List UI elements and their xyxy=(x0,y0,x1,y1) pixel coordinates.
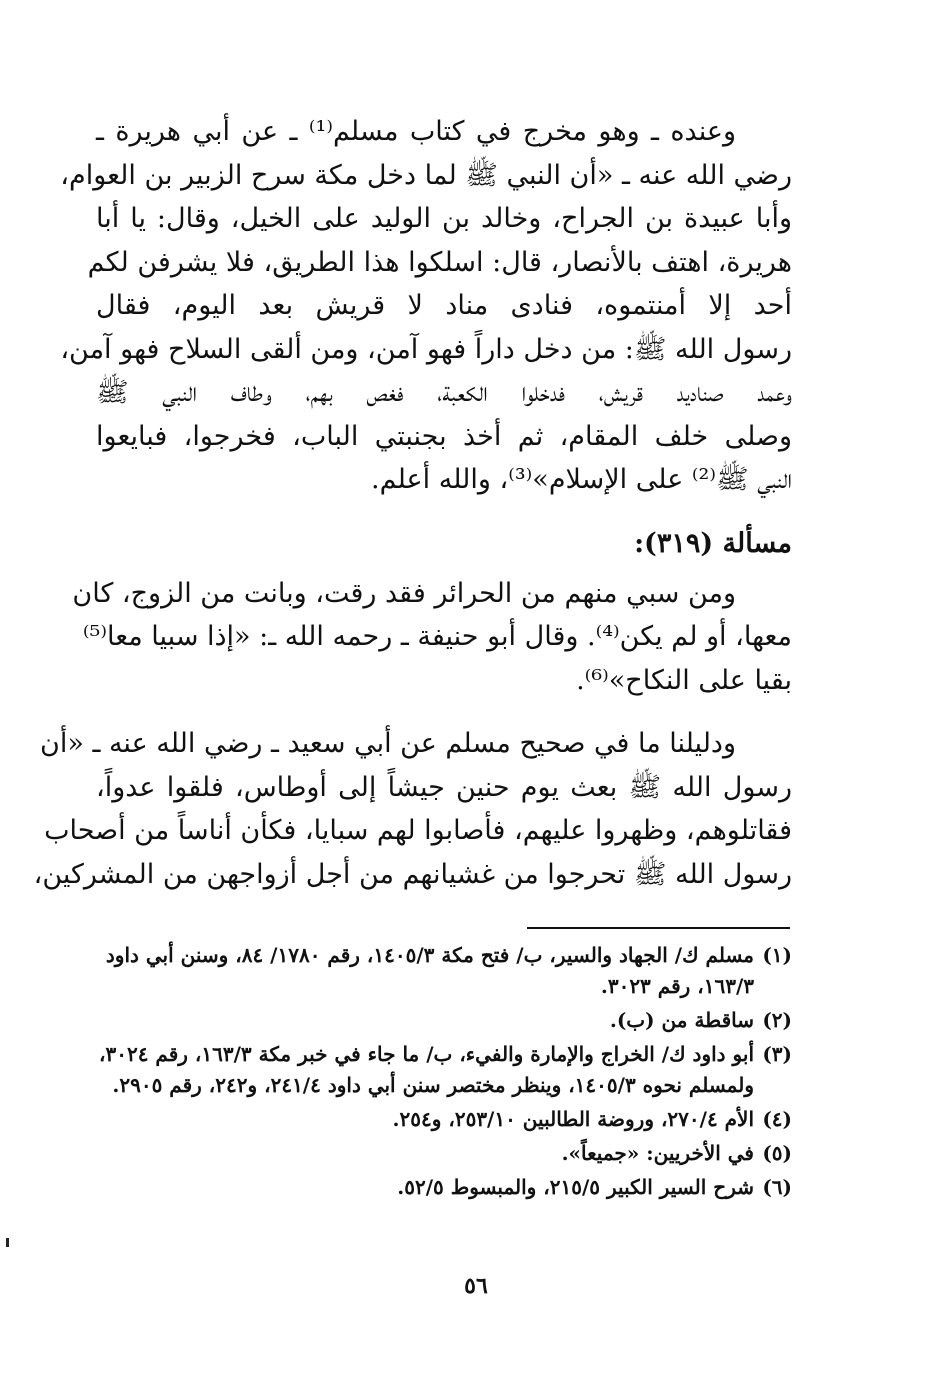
text-line: رسول الله ﷺ تحرجوا من غشيانهم من أجل أزواجهن من المشركين، xyxy=(33,858,792,890)
footnotes xyxy=(96,940,792,1206)
scan-edge-mark xyxy=(6,1238,9,1247)
footnote-number: (٣) xyxy=(762,1042,792,1066)
text-line: ومن سبي منهم من الحرائر فقد رقت، وبانت من الزوج، كان xyxy=(72,577,736,609)
text-line: وصلى خلف المقام، ثم أخذ بجنبتي الباب، فخرجوا، فبايعوا xyxy=(96,420,792,452)
footnote-text: أبو داود ك/ الخراج والإمارة والفيء، ب/ ما جاء في خبر مكة ١٦٣/٣، رقم ٣٠٢٤، ولمسلم نحوه ١٤٠٥/٣، وينظر مختصر سنن أبي داود ٢٤١/٤، و٢٤٢، رقم ٢٩٠٥. xyxy=(99,1042,754,1097)
footnote-text: في الأخريين: «جميعاً». xyxy=(561,1141,754,1165)
footnote-number: (٤) xyxy=(762,1107,792,1131)
footnote-item xyxy=(96,1104,792,1135)
text-line: وعمد صناديد قريش، فدخلوا الكعبة، فغص بهم، وطاف النبي ﷺ xyxy=(96,377,792,408)
footnote-item xyxy=(96,1172,792,1203)
footnote-text: مسلم ك/ الجهاد والسير، ب/ فتح مكة ١٤٠٥/٣، رقم ١٧٨٠/ ٨٤، وسنن أبي داود ١٦٣/٣، رقم ٣٠٢٣. xyxy=(105,943,754,998)
footnote-number: (١) xyxy=(762,943,792,967)
footnote-text: ساقطة من (ب). xyxy=(609,1008,754,1032)
text-line: رسول الله ﷺ: من دخل داراً فهو آمن، ومن ألقى السلاح فهو آمن، xyxy=(60,333,792,365)
section-heading: مسألة (٣١٩): xyxy=(634,527,792,559)
text-line: أحد إلا أمنتموه، فنادى مناد لا قريش بعد اليوم، فقال xyxy=(96,290,792,321)
text-line: رسول الله ﷺ بعث يوم حنين جيشاً إلى أوطاس، فلقوا عدواً، xyxy=(96,771,792,803)
footnote-number: (٢) xyxy=(762,1008,792,1032)
footnote-text: شرح السير الكبير ٢١٥/٥، والمبسوط ٥٢/٥. xyxy=(397,1175,754,1199)
text-line: وأبا عبيدة بن الجراح، وخالد بن الوليد على الخيل، وقال: يا أبا xyxy=(96,203,792,234)
text-line: ودليلنا ما في صحيح مسلم عن أبي سعيد ـ رضي الله عنه ـ «أن xyxy=(40,728,736,759)
text-line: فقاتلوهم، وظهروا عليهم، فأصابوا لهم سبايا، فكأن أناساً من أصحاب xyxy=(44,815,792,846)
footnote-item xyxy=(96,940,792,1002)
paragraph-3 xyxy=(33,722,792,896)
paragraph-2 xyxy=(72,572,792,703)
footnote-item xyxy=(96,1005,792,1036)
paragraph-1 xyxy=(60,110,792,502)
main-text xyxy=(33,110,792,896)
text-line: وعنده ـ وهو مخرج في كتاب مسلم⁽¹⁾ ـ عن أبي هريرة ـ xyxy=(96,116,736,147)
text-line: رضي الله عنه ـ «أن النبي ﷺ لما دخل مكة سرح الزبير بن العوام، xyxy=(60,159,792,191)
footnote-number: (٥) xyxy=(762,1141,792,1165)
footnote-number: (٦) xyxy=(762,1175,792,1199)
footnote-item xyxy=(96,1138,792,1169)
text-line: بقيا على النكاح»⁽⁶⁾. xyxy=(576,664,792,696)
text-line: هريرة، اهتف بالأنصار، قال: اسلكوا هذا الطريق، فلا يشرفن لكم xyxy=(87,246,792,278)
footnote-item xyxy=(96,1039,792,1101)
page-number: ٥٦ xyxy=(464,1273,488,1299)
text-line: معها، أو لم يكن⁽⁴⁾. وقال أبو حنيفة ـ رحمه الله ـ: «إذا سبيا معا⁽⁵⁾ xyxy=(82,621,792,652)
footnote-text: الأم ٢٧٠/٤، وروضة الطالبين ٢٥٣/١٠، و٢٥٤. xyxy=(392,1107,754,1131)
footnote-divider xyxy=(527,927,790,929)
text-line: النبي ﷺ⁽²⁾ على الإسلام»⁽³⁾، والله أعلم. xyxy=(371,464,792,495)
